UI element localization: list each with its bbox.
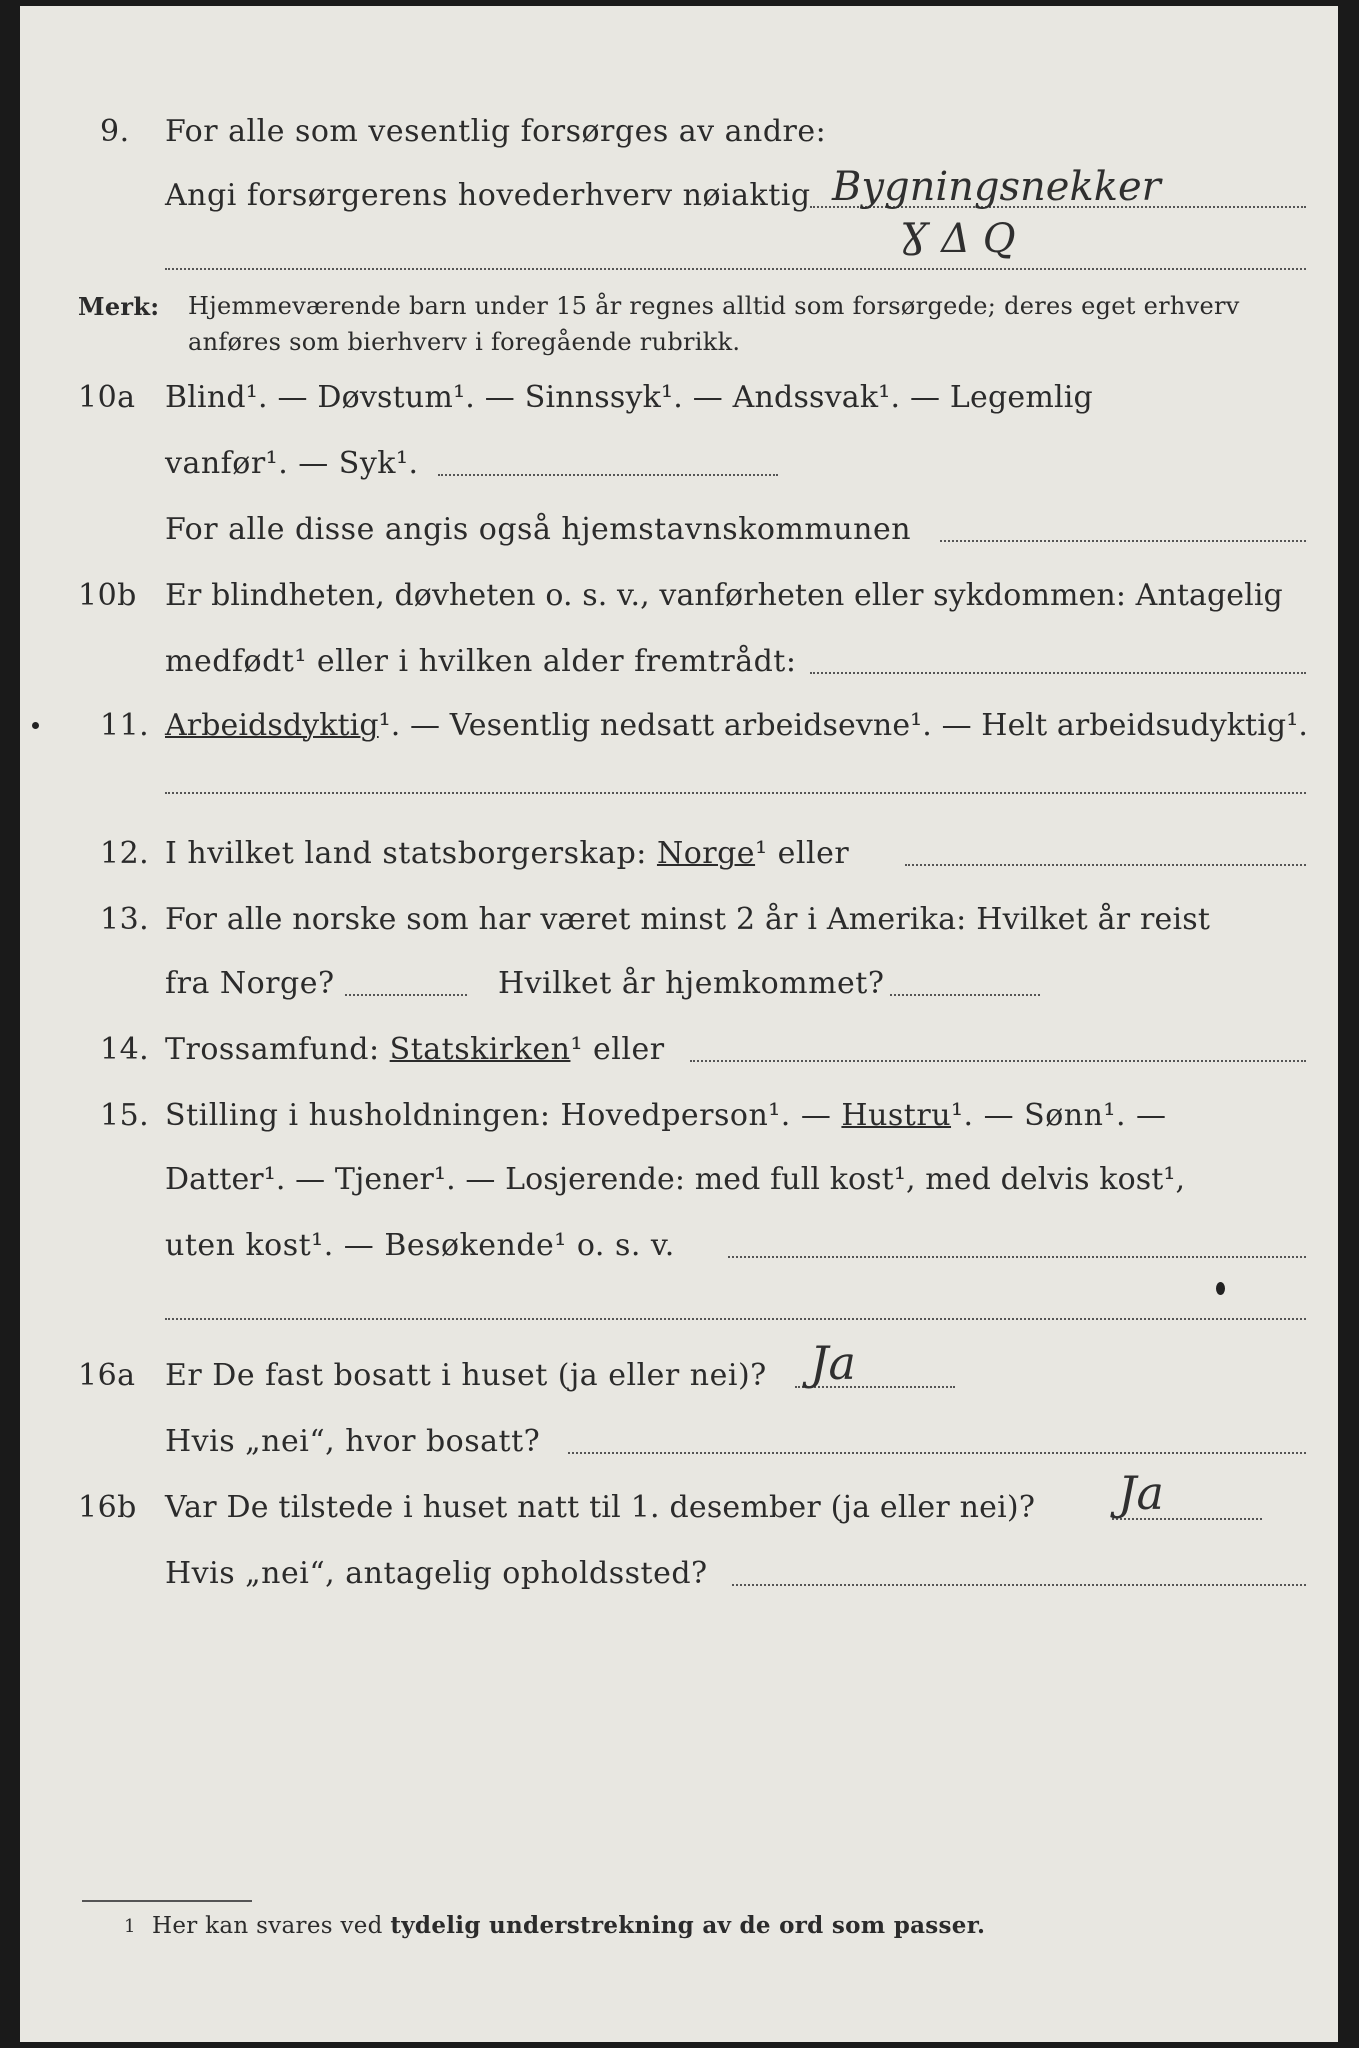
q15-underlined-option: Hustru — [841, 1098, 952, 1133]
q11-underlined-option: Arbeidsdyktig — [165, 708, 379, 743]
q14-number: 14. — [100, 1032, 150, 1067]
ink-speck — [1216, 1282, 1225, 1295]
q13-reist-answer-line — [345, 994, 467, 996]
q9-handwritten-answer: Bygningsnekker — [832, 164, 1161, 210]
q15-answer-line — [728, 1256, 1306, 1258]
q9-line2: Angi forsørgerens hovederhverv nøiaktig — [165, 178, 811, 213]
q9-answer-line-2 — [165, 268, 1306, 270]
q10b-answer-line — [810, 672, 1306, 674]
q10a-number: 10a — [78, 380, 136, 415]
q16b-number: 16b — [78, 1490, 137, 1525]
q10b-number: 10b — [78, 578, 137, 613]
q13-line2b: Hvilket år hjemkommet? — [498, 966, 885, 1001]
footnote-mark: 1 — [124, 1916, 136, 1937]
q16b-opholdssted-answer-line — [732, 1584, 1306, 1586]
q13-line1: For alle norske som har været minst 2 år i Amerika: Hvilket år reist — [165, 902, 1211, 937]
q16b-line1: Var De tilstede i huset natt til 1. desember (ja eller nei)? — [165, 1490, 1036, 1525]
footnote-divider — [82, 1900, 252, 1902]
q11-line — [165, 708, 1308, 743]
census-form-page — [20, 6, 1338, 2042]
q13-number: 13. — [100, 902, 150, 937]
q12-post: ¹ eller — [755, 836, 850, 871]
q14-line — [165, 1032, 665, 1067]
q16a-number: 16a — [78, 1358, 136, 1393]
q13-hjemkommet-answer-line — [890, 994, 1040, 996]
q12-line — [165, 836, 849, 871]
q10a-line2: vanfør¹. — Syk¹. — [165, 446, 419, 481]
q15-number: 15. — [100, 1098, 150, 1133]
q12-answer-line — [905, 864, 1306, 866]
q10a-line3: For alle disse angis også hjemstavnskommunen — [165, 512, 912, 547]
q15-line2: Datter¹. — Tjener¹. — Losjerende: med full kost¹, med delvis kost¹, — [165, 1162, 1186, 1197]
merk-line2: anføres som bierhverv i foregående rubrikk. — [188, 328, 741, 356]
q11-rest: ¹. — Vesentlig nedsatt arbeidsevne¹. — Helt arbeidsudyktig¹. — [378, 708, 1308, 743]
q12-underlined-option: Norge — [656, 836, 756, 871]
q9-handwritten-mark: Ɣ Δ Q — [900, 216, 1016, 262]
q14-prompt: Trossamfund: — [165, 1032, 380, 1067]
q16a-handwritten-answer: Ja — [810, 1336, 856, 1390]
q15-answer-line-2 — [165, 1318, 1306, 1320]
q10a-line1: Blind¹. — Døvstum¹. — Sinnssyk¹. — Andssvak¹. — Legemlig — [165, 380, 1093, 415]
footnote-text — [152, 1912, 985, 1939]
merk-line1: Hjemmeværende barn under 15 år regnes alltid som forsørgede; deres eget erhverv — [188, 292, 1240, 320]
q10b-line2: medfødt¹ eller i hvilken alder fremtrådt: — [165, 644, 797, 679]
merk-label: Merk: — [78, 292, 160, 321]
q9-line1: For alle som vesentlig forsørges av andre: — [165, 114, 827, 149]
q15-line1 — [165, 1098, 1167, 1133]
q11-number: 11. — [100, 708, 150, 743]
q10a-kommune-answer-line — [940, 540, 1306, 542]
q16b-line2: Hvis „nei“, antagelig opholdssted? — [165, 1556, 708, 1591]
q14-underlined-option: Statskirken — [389, 1032, 571, 1067]
q12-number: 12. — [100, 836, 150, 871]
q11-answer-line — [165, 792, 1306, 794]
q16a-line2: Hvis „nei“, hvor bosatt? — [165, 1424, 541, 1459]
footnote-bold: tydelig understrekning av de ord som passer. — [390, 1912, 986, 1939]
q10a-syk-answer-line — [438, 474, 778, 476]
q16a-line1: Er De fast bosatt i huset (ja eller nei)? — [165, 1358, 767, 1393]
q16a-hvor-answer-line — [568, 1452, 1306, 1454]
q10b-line1: Er blindheten, døvheten o. s. v., vanførheten eller sykdommen: Antagelig — [165, 578, 1283, 613]
q14-post: ¹ eller — [570, 1032, 665, 1067]
q15-line3: uten kost¹. — Besøkende¹ o. s. v. — [165, 1228, 675, 1263]
q15-line1b: ¹. — Sønn¹. — — [951, 1098, 1167, 1133]
q15-line1a: Stilling i husholdningen: Hovedperson¹. — — [165, 1098, 832, 1133]
q12-prompt: I hvilket land statsborgerskap: — [165, 836, 647, 871]
q14-answer-line — [690, 1060, 1306, 1062]
footnote-pre: Her kan svares ved — [152, 1913, 383, 1939]
q9-number: 9. — [100, 114, 130, 149]
ink-speck — [32, 722, 39, 729]
q13-line2a: fra Norge? — [165, 966, 335, 1001]
q16b-handwritten-answer: Ja — [1118, 1466, 1164, 1520]
